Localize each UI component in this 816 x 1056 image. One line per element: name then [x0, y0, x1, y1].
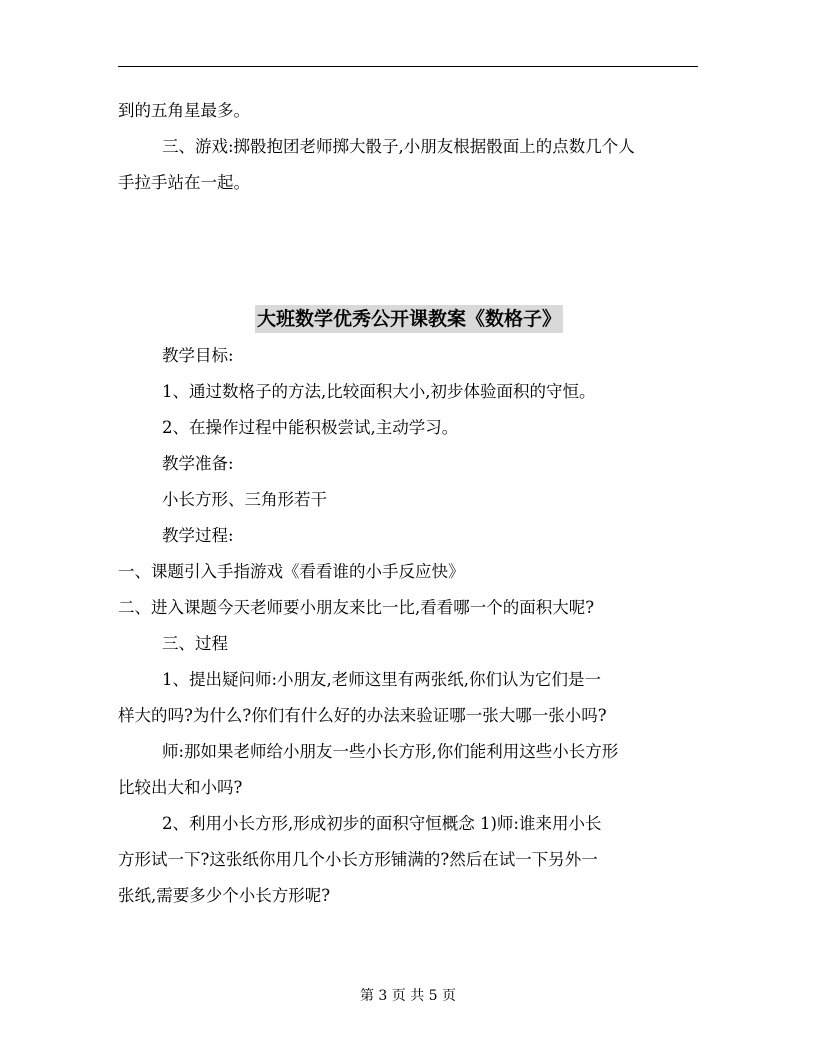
section-gap — [118, 201, 700, 302]
text-line: 师:那如果老师给小朋友一些小长方形,你们能利用这些小长方形 — [162, 742, 619, 761]
text-line: 到的五角星最多。 — [118, 101, 250, 120]
text-line: 三、过程 — [162, 634, 228, 653]
text-line: 样大的吗?为什么?你们有什么好的办法来验证哪一张大哪一张小吗? — [118, 706, 607, 725]
section-heading: 教学目标: — [162, 346, 234, 365]
document-body — [118, 93, 700, 914]
text-line: 2、在操作过程中能积极尝试,主动学习。 — [162, 418, 459, 437]
section-heading: 教学准备: — [162, 454, 234, 473]
text-line: 小长方形、三角形若干 — [162, 490, 327, 509]
text-line: 1、提出疑问师:小朋友,老师这里有两张纸,你们认为它们是一 — [162, 670, 602, 689]
lesson-title: 大班数学优秀公开课教案《数格子》 — [255, 305, 563, 333]
text-line: 比较出大和小吗? — [118, 778, 243, 797]
text-line: 2、利用小长方形,形成初步的面积守恒概念 1)师:谁来用小长 — [162, 814, 602, 833]
text-line: 二、进入课题今天老师要小朋友来比一比,看看哪一个的面积大呢? — [118, 598, 595, 617]
page-footer: 第 3 页 共 5 页 — [359, 988, 457, 1004]
text-line: 三、游戏:掷骰抱团老师掷大骰子,小朋友根据骰面上的点数几个人 — [162, 137, 635, 156]
header-rule — [118, 66, 698, 67]
text-line: 一、课题引入手指游戏《看看谁的小手反应快》 — [118, 562, 465, 581]
text-line: 方形试一下?这张纸你用几个小长方形铺满的?然后在试一下另外一 — [118, 850, 598, 869]
text-line: 手拉手站在一起。 — [118, 173, 250, 192]
title-row — [118, 302, 700, 338]
section-heading: 教学过程: — [162, 526, 234, 545]
text-line: 1、通过数格子的方法,比较面积大小,初步体验面积的守恒。 — [162, 382, 596, 401]
text-line: 张纸,需要多少个小长方形呢? — [118, 886, 331, 905]
